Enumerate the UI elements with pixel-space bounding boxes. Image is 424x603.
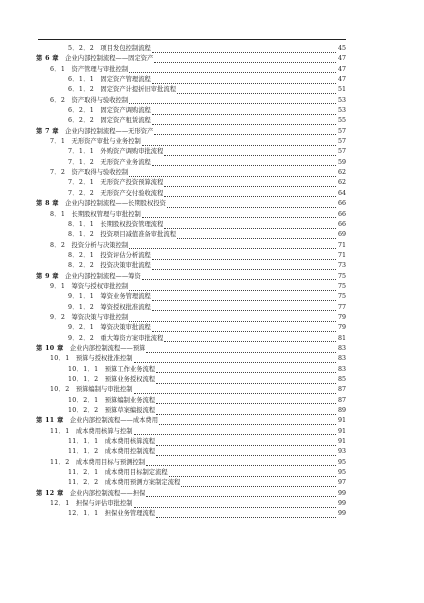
toc-section-entry[interactable]: [36, 65, 346, 75]
toc-dot-leader: [129, 66, 336, 73]
toc-dot-leader: [177, 87, 336, 94]
toc-subsection-entry[interactable]: [36, 261, 346, 271]
toc-subsection-entry[interactable]: [36, 230, 346, 240]
toc-entry-number: 8．2: [50, 241, 66, 249]
toc-entry-number: 6．1．2: [68, 86, 95, 94]
toc-page-number: 45: [337, 45, 346, 52]
toc-page-number: 47: [337, 55, 346, 63]
toc-entry-title: 成本费用控制流程: [104, 448, 156, 456]
toc-dot-leader: [146, 490, 336, 497]
table-of-contents: [36, 44, 346, 520]
toc-entry-label: [68, 365, 155, 375]
toc-entry-title: 筹资决策与审批控制: [71, 313, 129, 321]
toc-entry-label: [50, 96, 128, 106]
toc-dot-leader: [129, 315, 336, 322]
toc-entry-label: [50, 137, 141, 147]
toc-entry-number: 7．1．2: [68, 158, 95, 166]
toc-entry-title: 资产取得与验收控制: [71, 169, 129, 177]
toc-dot-leader: [152, 294, 336, 301]
toc-subsection-entry[interactable]: [36, 178, 346, 188]
toc-entry-title: 长期股权管理与审批控制: [71, 210, 141, 218]
toc-entry-title: 筹资与授权审批控制: [71, 282, 129, 290]
toc-entry-title: 企业内部控制流程——成本费用: [69, 417, 158, 425]
toc-page-number: 81: [337, 334, 346, 342]
toc-entry-label: [50, 385, 133, 395]
toc-page-number: 71: [337, 241, 346, 249]
toc-entry-title: 无形资产交付验收流程: [100, 189, 164, 197]
toc-page-number: 85: [337, 376, 346, 383]
toc-section-entry[interactable]: [36, 168, 346, 178]
toc-entry-title: 担保与评估审批控制: [75, 500, 133, 508]
toc-entry-number: 10．1: [50, 355, 70, 363]
toc-dot-leader: [152, 253, 336, 260]
toc-entry-label: [68, 437, 155, 447]
toc-entry-number: 7．2．2: [68, 189, 95, 197]
toc-page-number: 71: [337, 251, 346, 259]
toc-entry-label: [68, 147, 163, 157]
toc-dot-leader: [142, 211, 336, 218]
toc-entry-number: 8．1．1: [68, 220, 95, 228]
toc-page-number: 75: [337, 282, 346, 290]
toc-entry-label: [68, 509, 155, 519]
toc-page-number: 53: [337, 96, 346, 104]
toc-entry-number: 10．1．2: [68, 376, 99, 383]
toc-entry-label: [68, 375, 155, 385]
toc-section-entry[interactable]: [36, 282, 346, 292]
toc-subsection-entry[interactable]: [36, 334, 346, 344]
toc-entry-label: [68, 478, 180, 488]
toc-entry-number: 第 11 章: [36, 417, 64, 425]
toc-entry-number: 第 6 章: [36, 55, 59, 63]
toc-page-number: 99: [337, 489, 346, 497]
toc-entry-number: 7．1．1: [68, 148, 95, 156]
toc-page-number: 55: [337, 117, 346, 125]
toc-section-entry[interactable]: [36, 385, 346, 395]
toc-page-number: 75: [337, 272, 346, 280]
toc-page-number: 73: [337, 262, 346, 270]
toc-dot-leader: [156, 439, 336, 446]
toc-page-number: 91: [337, 417, 346, 425]
toc-entry-title: 担保业务管理流程: [104, 510, 156, 518]
toc-entry-title: 预算工作业务流程: [104, 365, 156, 373]
toc-entry-number: 6．1．1: [68, 76, 95, 84]
toc-section-entry[interactable]: [36, 137, 346, 147]
toc-page-number: 57: [337, 148, 346, 156]
toc-page-number: 57: [337, 127, 346, 135]
toc-section-entry[interactable]: [36, 458, 346, 468]
toc-entry-title: 成本费用核算流程: [104, 438, 156, 446]
toc-entry-label: [36, 272, 141, 282]
toc-subsection-entry[interactable]: [36, 251, 346, 261]
toc-entry-number: 11．2．1: [68, 469, 99, 477]
toc-dot-leader: [146, 459, 336, 466]
toc-entry-number: 8．1: [50, 210, 66, 218]
toc-entry-label: [68, 106, 151, 116]
toc-entry-label: [68, 396, 155, 406]
toc-dot-leader: [164, 180, 336, 187]
toc-entry-title: 外购资产调购审批流程: [100, 148, 164, 156]
toc-entry-title: 成本费用预测方案制定流程: [104, 479, 181, 487]
toc-subsection-entry[interactable]: [36, 478, 346, 488]
toc-dot-leader: [156, 397, 336, 404]
toc-dot-leader: [152, 325, 336, 332]
toc-dot-leader: [154, 128, 336, 135]
toc-dot-leader: [129, 284, 336, 291]
toc-entry-label: [68, 220, 163, 230]
toc-entry-number: 9．1．2: [68, 303, 95, 311]
toc-subsection-entry[interactable]: [36, 323, 346, 333]
toc-subsection-entry[interactable]: [36, 44, 346, 54]
toc-subsection-entry[interactable]: [36, 509, 346, 519]
toc-entry-title: 资产取得与验收控制: [71, 96, 129, 104]
toc-dot-leader: [159, 418, 336, 425]
toc-page-number: 59: [337, 158, 346, 166]
toc-dot-leader: [134, 387, 337, 394]
toc-dot-leader: [152, 159, 336, 166]
toc-entry-title: 预算编制业务流程: [104, 396, 156, 404]
toc-page-number: 91: [337, 438, 346, 446]
toc-section-entry[interactable]: [36, 313, 346, 323]
toc-subsection-entry[interactable]: [36, 85, 346, 95]
toc-entry-number: 7．2．1: [68, 179, 95, 187]
toc-entry-number: 6．2．1: [68, 107, 95, 115]
toc-entry-title: 成本费用目标与预测控制: [75, 458, 146, 466]
toc-dot-leader: [156, 511, 336, 518]
toc-dot-leader: [164, 335, 336, 342]
toc-entry-title: 投资项目减值准备审批流程: [100, 231, 176, 239]
toc-entry-title: 固定资产调购流程: [100, 107, 151, 115]
toc-entry-label: [68, 261, 151, 271]
toc-entry-number: 9．2．1: [68, 324, 95, 332]
toc-entry-number: 6．2．2: [68, 117, 95, 125]
toc-page-number: 66: [337, 210, 346, 218]
toc-entry-label: [50, 210, 141, 220]
toc-dot-leader: [164, 190, 336, 197]
toc-entry-number: 7．1: [50, 138, 66, 146]
toc-entry-number: 5．2．2: [68, 45, 95, 52]
toc-entry-title: 企业内部控制流程——无形资产: [65, 127, 154, 135]
toc-dot-leader: [134, 356, 337, 363]
toc-entry-number: 11．1．2: [68, 448, 99, 456]
toc-dot-leader: [152, 304, 336, 311]
toc-subsection-entry[interactable]: [36, 147, 346, 157]
toc-subsection-entry[interactable]: [36, 396, 346, 406]
toc-dot-leader: [152, 77, 336, 84]
toc-entry-number: 11．2．2: [68, 479, 99, 487]
toc-page-number: 95: [337, 469, 346, 477]
toc-entry-label: [50, 282, 128, 292]
toc-entry-title: 企业内部控制流程——担保: [69, 489, 146, 497]
toc-subsection-entry[interactable]: [36, 365, 346, 375]
toc-entry-title: 长期股权投资管理流程: [100, 220, 164, 228]
toc-entry-label: [68, 116, 151, 126]
toc-entry-number: 9．1．1: [68, 293, 95, 301]
toc-entry-title: 筹资授权批准流程: [100, 303, 151, 311]
toc-page-number: 87: [337, 396, 346, 404]
toc-page-number: 47: [337, 65, 346, 73]
toc-entry-number: 8．2．2: [68, 262, 95, 270]
toc-dot-leader: [129, 97, 336, 104]
toc-entry-label: [68, 292, 151, 302]
toc-entry-title: 重大筹资方案审批流程: [100, 334, 164, 342]
toc-entry-label: [68, 158, 151, 168]
toc-entry-label: [50, 241, 128, 251]
toc-subsection-entry[interactable]: [36, 468, 346, 478]
toc-entry-number: 11．1．1: [68, 438, 99, 446]
toc-subsection-entry[interactable]: [36, 447, 346, 457]
toc-page-number: 97: [337, 479, 346, 487]
toc-page-number: 99: [337, 500, 346, 508]
toc-dot-leader: [129, 170, 336, 177]
toc-page-number: 62: [337, 179, 346, 187]
toc-entry-number: 第 10 章: [36, 344, 64, 352]
toc-dot-leader: [156, 377, 336, 384]
toc-subsection-entry[interactable]: [36, 303, 346, 313]
toc-entry-title: 预算草案编报流程: [104, 407, 156, 415]
toc-page-number: 79: [337, 313, 346, 321]
toc-dot-leader: [164, 222, 336, 229]
toc-dot-leader: [142, 139, 336, 146]
toc-dot-leader: [134, 501, 337, 508]
toc-page-number: 62: [337, 169, 346, 177]
toc-entry-number: 8．2．1: [68, 251, 95, 259]
toc-chapter-entry[interactable]: [36, 54, 346, 64]
toc-chapter-entry[interactable]: [36, 127, 346, 137]
toc-entry-title: 成本费用目标制定流程: [104, 469, 168, 477]
toc-entry-label: [50, 168, 128, 178]
toc-entry-label: [36, 54, 153, 64]
toc-entry-title: 投资评估分析流程: [100, 251, 151, 259]
toc-page-number: 51: [337, 86, 346, 94]
toc-entry-label: [50, 427, 133, 437]
toc-entry-number: 12．1: [50, 500, 70, 508]
toc-subsection-entry[interactable]: [36, 292, 346, 302]
toc-subsection-entry[interactable]: [36, 406, 346, 416]
toc-section-entry[interactable]: [36, 241, 346, 251]
toc-dot-leader: [156, 449, 336, 456]
toc-entry-title: 无形资产投资预算流程: [100, 179, 164, 187]
toc-page-number: 83: [337, 355, 346, 363]
toc-dot-leader: [167, 201, 336, 208]
toc-entry-number: 10．1．1: [68, 365, 99, 373]
toc-entry-label: [68, 189, 163, 199]
header-rule: [38, 39, 346, 40]
toc-entry-number: 第 9 章: [36, 272, 59, 280]
toc-page-number: 79: [337, 324, 346, 332]
toc-entry-number: 9．2．2: [68, 334, 95, 342]
toc-entry-number: 9．2: [50, 313, 66, 321]
toc-section-entry[interactable]: [36, 427, 346, 437]
toc-entry-title: 筹资业务管理流程: [100, 293, 151, 301]
toc-entry-title: 无形资产业务流程: [100, 158, 151, 166]
toc-page-number: 83: [337, 344, 346, 352]
toc-entry-label: [50, 458, 145, 468]
toc-entry-title: 投资决策审批流程: [100, 262, 151, 270]
toc-entry-title: 成本费用核算与控制: [75, 427, 133, 435]
toc-entry-title: 企业内部控制流程——筹资: [65, 272, 141, 280]
toc-entry-label: [68, 323, 151, 333]
toc-entry-label: [68, 447, 155, 457]
toc-entry-label: [50, 354, 133, 364]
toc-entry-label: [68, 468, 168, 478]
toc-entry-title: 项目发包控制流程: [100, 45, 151, 52]
toc-chapter-entry[interactable]: [36, 344, 346, 354]
toc-page-number: 95: [337, 458, 346, 466]
toc-entry-title: 预算业务授权流程: [104, 376, 156, 383]
toc-chapter-entry[interactable]: [36, 272, 346, 282]
toc-chapter-entry[interactable]: [36, 489, 346, 499]
toc-entry-title: 无形资产审批与业务控制: [71, 138, 141, 146]
toc-page-number: 66: [337, 200, 346, 208]
toc-entry-number: 11．2: [50, 458, 70, 466]
toc-entry-title: 固定资产租赁流程: [100, 117, 151, 125]
toc-section-entry[interactable]: [36, 96, 346, 106]
toc-subsection-entry[interactable]: [36, 116, 346, 126]
toc-entry-label: [68, 44, 151, 54]
toc-entry-label: [68, 303, 151, 313]
toc-subsection-entry[interactable]: [36, 437, 346, 447]
toc-page-number: 75: [337, 293, 346, 301]
toc-page-number: 53: [337, 107, 346, 115]
toc-entry-label: [68, 85, 176, 95]
toc-dot-leader: [146, 346, 336, 353]
toc-dot-leader: [134, 428, 337, 435]
toc-entry-label: [68, 178, 163, 188]
toc-page-number: 91: [337, 427, 346, 435]
toc-dot-leader: [156, 408, 336, 415]
toc-subsection-entry[interactable]: [36, 106, 346, 116]
toc-entry-title: 固定资产计提折旧审批流程: [100, 86, 176, 94]
toc-entry-label: [50, 65, 128, 75]
toc-entry-label: [50, 499, 133, 509]
toc-page-number: 47: [337, 76, 346, 84]
toc-entry-number: 12．1．1: [68, 510, 99, 518]
toc-dot-leader: [154, 56, 336, 63]
toc-entry-number: 11．1: [50, 427, 70, 435]
toc-page-number: 89: [337, 407, 346, 415]
toc-dot-leader: [164, 149, 336, 156]
toc-section-entry[interactable]: [36, 499, 346, 509]
toc-entry-title: 固定资产管理流程: [100, 76, 151, 84]
toc-subsection-entry[interactable]: [36, 375, 346, 385]
toc-entry-label: [68, 334, 163, 344]
toc-dot-leader: [156, 366, 336, 373]
toc-dot-leader: [152, 118, 336, 125]
toc-page-number: 66: [337, 220, 346, 228]
toc-dot-leader: [129, 242, 336, 249]
toc-dot-leader: [177, 232, 336, 239]
toc-entry-title: 资产管理与审批控制: [71, 65, 129, 73]
toc-page-number: 64: [337, 189, 346, 197]
toc-dot-leader: [142, 273, 336, 280]
toc-entry-number: 7．2: [50, 169, 66, 177]
toc-entry-label: [50, 313, 128, 323]
toc-page-number: 83: [337, 365, 346, 373]
toc-entry-number: 6．1: [50, 65, 66, 73]
toc-entry-number: 第 7 章: [36, 127, 59, 135]
toc-subsection-entry[interactable]: [36, 75, 346, 85]
toc-entry-title: 预算编制与审批控制: [75, 386, 133, 394]
toc-entry-title: 预算与授权批准控制: [75, 355, 133, 363]
toc-entry-number: 第 12 章: [36, 489, 64, 497]
toc-dot-leader: [152, 108, 336, 115]
toc-entry-label: [36, 344, 145, 354]
toc-entry-title: 企业内部控制流程——长期股权投资: [65, 200, 166, 208]
toc-entry-number: 9．1: [50, 282, 66, 290]
toc-section-entry[interactable]: [36, 354, 346, 364]
toc-chapter-entry[interactable]: [36, 416, 346, 426]
toc-subsection-entry[interactable]: [36, 158, 346, 168]
toc-page-number: 57: [337, 138, 346, 146]
toc-entry-label: [36, 127, 153, 137]
toc-entry-label: [68, 406, 155, 416]
toc-entry-label: [36, 416, 158, 426]
toc-entry-number: 10．2: [50, 386, 70, 394]
toc-entry-number: 8．1．2: [68, 231, 95, 239]
toc-entry-title: 投资分析与决策控制: [71, 241, 129, 249]
toc-entry-title: 筹资决策审批流程: [100, 324, 151, 332]
toc-entry-title: 企业内部控制流程——固定资产: [65, 55, 154, 63]
toc-entry-title: 企业内部控制流程——预算: [69, 344, 146, 352]
toc-page-number: 69: [337, 231, 346, 239]
toc-entry-label: [36, 199, 166, 209]
toc-page-number: 99: [337, 510, 346, 518]
toc-dot-leader: [152, 263, 336, 270]
toc-dot-leader: [169, 470, 336, 477]
toc-entry-number: 10．2．2: [68, 407, 99, 415]
toc-section-entry[interactable]: [36, 210, 346, 220]
toc-entry-label: [36, 489, 145, 499]
toc-subsection-entry[interactable]: [36, 220, 346, 230]
toc-page-number: 93: [337, 448, 346, 456]
toc-entry-number: 第 8 章: [36, 200, 59, 208]
toc-entry-number: 10．2．1: [68, 396, 99, 404]
toc-entry-number: 6．2: [50, 96, 66, 104]
toc-page-number: 77: [337, 303, 346, 311]
toc-entry-label: [68, 251, 151, 261]
toc-page-number: 87: [337, 386, 346, 394]
toc-subsection-entry[interactable]: [36, 189, 346, 199]
toc-chapter-entry[interactable]: [36, 199, 346, 209]
toc-entry-label: [68, 230, 176, 240]
toc-dot-leader: [152, 46, 336, 53]
toc-dot-leader: [181, 480, 336, 487]
toc-entry-label: [68, 75, 151, 85]
